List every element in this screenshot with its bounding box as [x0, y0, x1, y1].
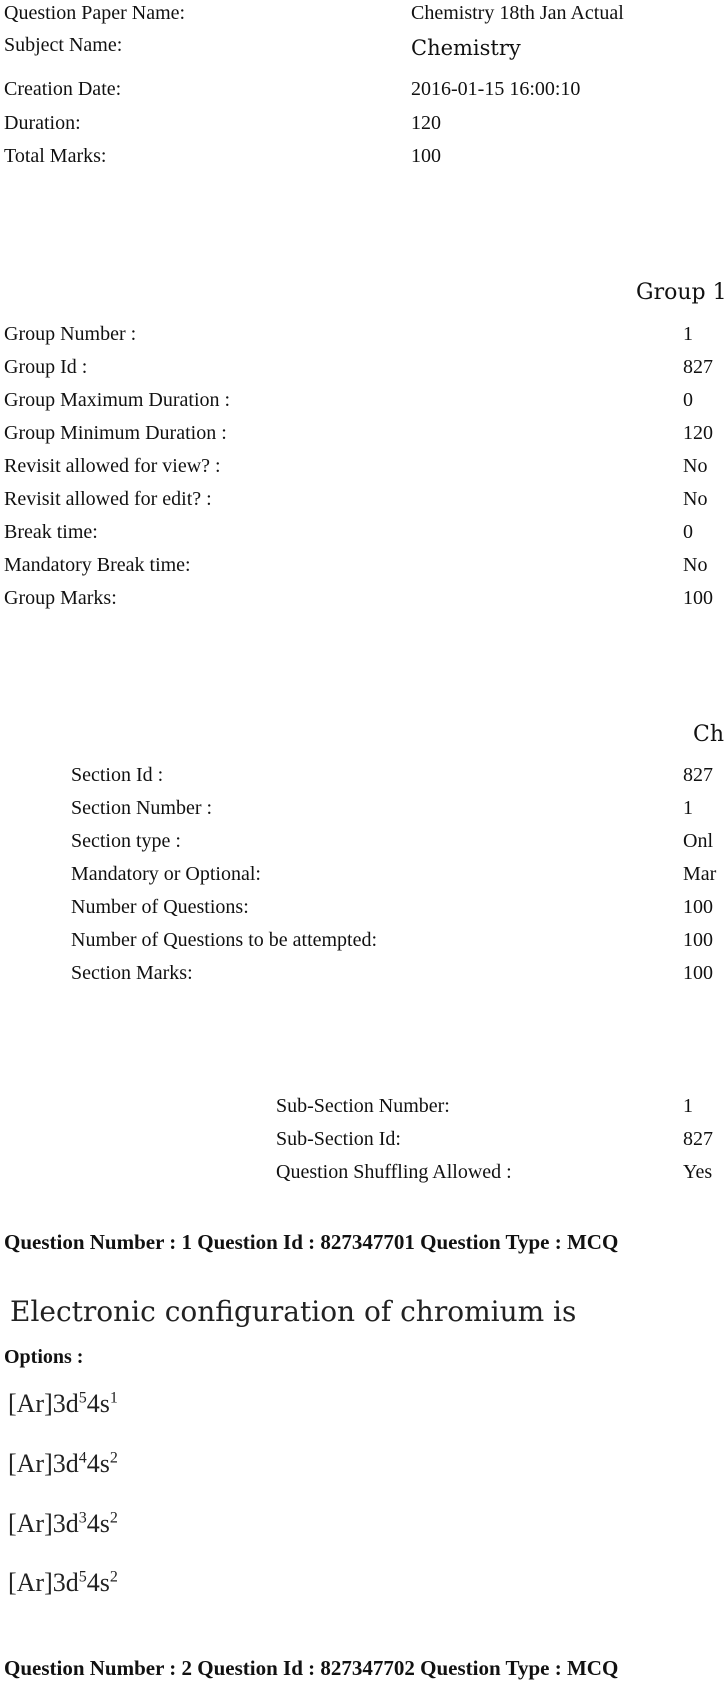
- group-row-label: Group Marks:: [4, 587, 117, 609]
- subsection-row-label: Question Shuffling Allowed :: [276, 1161, 512, 1183]
- section-row-label: Number of Questions to be attempted:: [71, 929, 378, 951]
- group-row-label: Group Id :: [4, 356, 88, 378]
- group-row-value: 1: [683, 323, 693, 345]
- question-header: Question Number : 1 Question Id : 827347701 Question Type : MCQ: [4, 1230, 619, 1254]
- section-row-value: 827: [683, 764, 713, 786]
- section-row-value: 100: [683, 962, 713, 984]
- group-row-value: 100: [683, 587, 713, 609]
- group-row-label: Group Minimum Duration :: [4, 422, 227, 444]
- subsection-row-value: 1: [683, 1095, 693, 1117]
- group-row-value: No: [683, 488, 708, 510]
- section-row-label: Section Id :: [71, 764, 164, 786]
- section-row-value: 100: [683, 929, 713, 951]
- creation-date-label: Creation Date:: [4, 78, 122, 100]
- duration-label: Duration:: [4, 112, 81, 134]
- question-text: Electronic configuration of chromium is: [10, 1295, 577, 1328]
- section-title: Ch: [693, 722, 725, 747]
- section-row-label: Mandatory or Optional:: [71, 863, 261, 885]
- total-marks-label: Total Marks:: [4, 145, 107, 167]
- duration-value: 120: [411, 112, 441, 134]
- group-row-value: 0: [683, 389, 693, 411]
- option-item[interactable]: $[Ar]3d^44s^2$: [8, 1449, 118, 1478]
- section-row-value: Mar: [683, 863, 717, 885]
- section-row-label: Section Number :: [71, 797, 213, 819]
- option-item[interactable]: $[Ar]3d^34s^2$: [8, 1509, 118, 1538]
- section-row-value: Onl: [683, 830, 713, 852]
- group-row-value: 827: [683, 356, 713, 378]
- question-header: Question Number : 2 Question Id : 827347702 Question Type : MCQ: [4, 1656, 619, 1680]
- paper-name-value: Chemistry 18th Jan Actual: [411, 2, 624, 24]
- subject-name-value: Chemistry: [411, 36, 521, 60]
- group-title: Group 1: [636, 280, 727, 305]
- group-row-value: 120: [683, 422, 713, 444]
- subsection-row-label: Sub-Section Id:: [276, 1128, 401, 1150]
- section-row-value: 1: [683, 797, 693, 819]
- group-row-value: No: [683, 455, 708, 477]
- group-row-label: Revisit allowed for edit? :: [4, 488, 212, 510]
- group-row-label: Group Number :: [4, 323, 137, 345]
- subject-name-label: Subject Name:: [4, 34, 123, 56]
- group-row-label: Break time:: [4, 521, 98, 543]
- subsection-row-label: Sub-Section Number:: [276, 1095, 450, 1117]
- subsection-row-value: 827: [683, 1128, 713, 1150]
- total-marks-value: 100: [411, 145, 441, 167]
- option-item[interactable]: $[Ar]3d^54s^2$: [8, 1568, 118, 1597]
- section-row-label: Section type :: [71, 830, 181, 852]
- group-row-label: Revisit allowed for view? :: [4, 455, 221, 477]
- group-row-value: No: [683, 554, 708, 576]
- options-label: Options :: [4, 1346, 84, 1368]
- subsection-row-value: Yes: [683, 1161, 713, 1183]
- group-row-label: Mandatory Break time:: [4, 554, 191, 576]
- option-item[interactable]: $[Ar]3d^54s^1$: [8, 1389, 118, 1418]
- paper-name-label: Question Paper Name:: [4, 2, 186, 24]
- section-row-value: 100: [683, 896, 713, 918]
- creation-date-value: 2016-01-15 16:00:10: [411, 78, 581, 100]
- group-row-label: Group Maximum Duration :: [4, 389, 231, 411]
- group-row-value: 0: [683, 521, 693, 543]
- section-row-label: Number of Questions:: [71, 896, 249, 918]
- section-row-label: Section Marks:: [71, 962, 193, 984]
